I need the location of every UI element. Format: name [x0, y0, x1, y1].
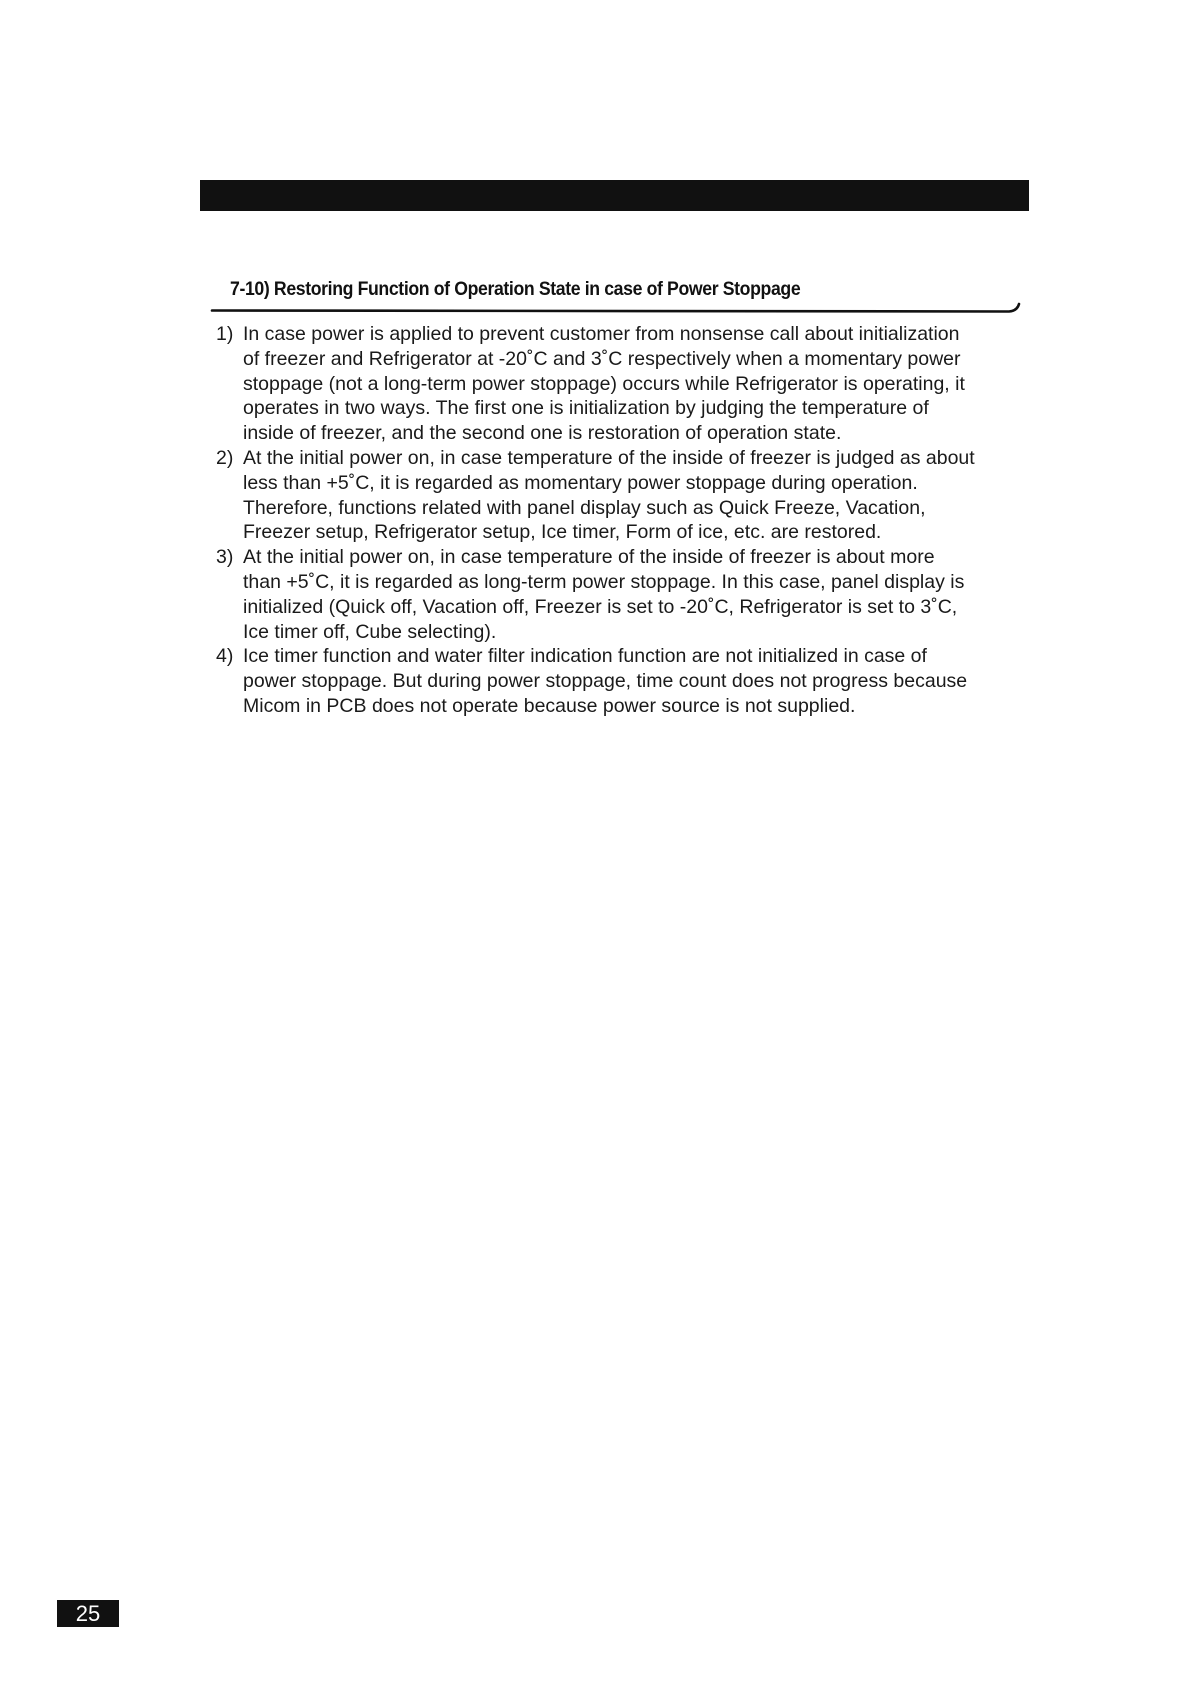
numbered-list	[216, 322, 976, 719]
list-item-number: 3)	[216, 546, 234, 569]
list-item-text: Ice timer function and water filter indication function are not initialized in case of power stoppage. But during power stoppage, time count does not progress because Micom in PCB does not operate because power source is not supplied.	[243, 645, 968, 717]
page-number: 25	[57, 1600, 119, 1627]
list-item-number: 2)	[216, 446, 234, 469]
list-item-3	[216, 545, 976, 644]
list-item-1	[216, 322, 976, 446]
list-item-number: 1)	[216, 323, 234, 345]
header-band	[200, 180, 1029, 211]
list-item-2	[216, 446, 976, 545]
list-item-number: 4)	[216, 645, 234, 668]
list-item-text: At the initial power on, in case temperature of the inside of freezer is about more than +5˚C, it is regarded as long-term power stoppage. In this case, panel display is initialized (Quick off, Vacation off, Freezer is set to -20˚C, Refrigerator is set to 3˚C, Ice timer off, Cube selecting).	[243, 546, 965, 643]
heading-underline	[212, 306, 1020, 320]
list-item-text: In case power is applied to prevent customer from nonsense call about initialization of freezer and Refrigerator at -20˚C and 3˚C respectively when a momentary power stoppage (not a long-term power stoppage) occurs while Refrigerator is operating, it operates in two ways. The first one is initialization by judging the temperature of inside of freezer, and the second one is restoration of operation state.	[243, 323, 965, 445]
list-item-text: At the initial power on, in case temperature of the inside of freezer is judged as about less than +5˚C, it is regarded as momentary power stoppage during operation. Therefore, functions related with panel display such as Quick Freeze, Vacation, Freezer setup, Refrigerator setup, Ice timer, Form of ice, etc. are restored.	[243, 446, 975, 544]
section-heading-text: 7-10) Restoring Function of Operation State in case of Power Stoppage	[230, 279, 801, 300]
list-item-4	[216, 644, 976, 718]
